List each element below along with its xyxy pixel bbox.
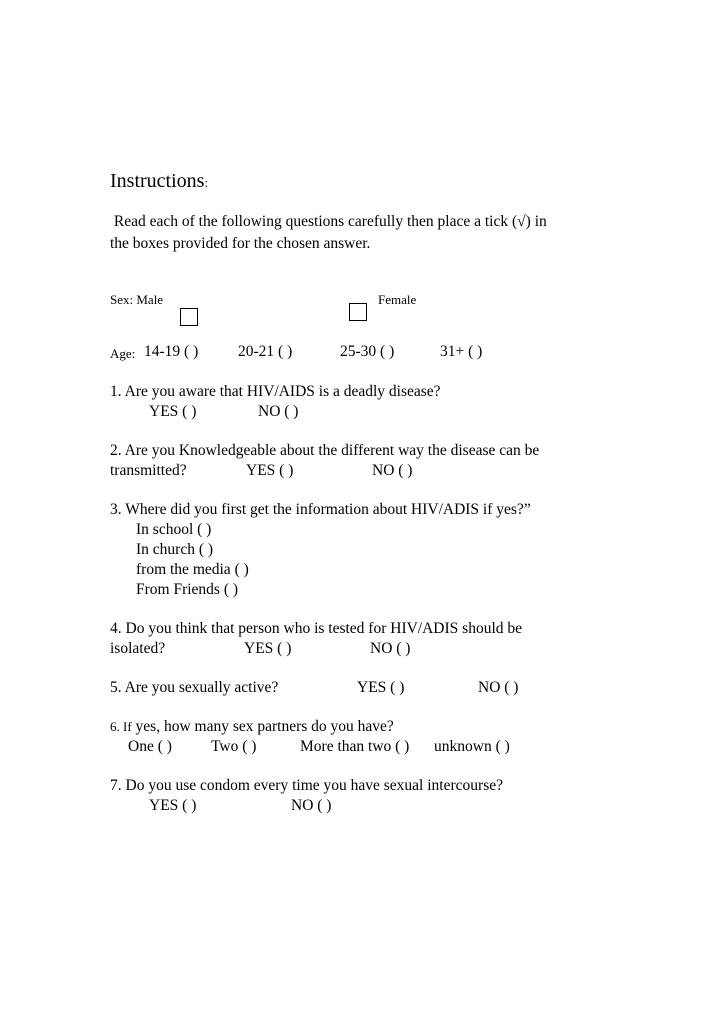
- question-1-no[interactable]: NO ( ): [258, 403, 299, 420]
- instructions-line-1: Read each of the following questions carefully then place a tick (√) in: [110, 213, 547, 230]
- question-6-option-more-than-two[interactable]: More than two ( ): [300, 738, 410, 755]
- age-option-25-30[interactable]: 25-30 ( ): [340, 343, 395, 360]
- age-option-14-19[interactable]: 14-19 ( ): [144, 343, 199, 360]
- question-5-yes[interactable]: YES ( ): [357, 679, 405, 696]
- question-7-yes[interactable]: YES ( ): [149, 797, 197, 814]
- question-4-line-1: 4. Do you think that person who is tested for HIV/ADIS should be: [110, 620, 522, 637]
- age-option-20-21[interactable]: 20-21 ( ): [238, 343, 293, 360]
- question-5-text: 5. Are you sexually active?: [110, 679, 279, 696]
- sex-male-checkbox[interactable]: [180, 308, 198, 326]
- question-2-line-1: 2. Are you Knowledgeable about the different way the disease can be: [110, 442, 540, 459]
- sex-male-label: Sex: Male: [110, 292, 164, 307]
- age-option-31-plus[interactable]: 31+ ( ): [440, 343, 483, 360]
- question-4-line-2: isolated?: [110, 640, 166, 657]
- question-4-no[interactable]: NO ( ): [370, 640, 411, 657]
- instructions-line-2: the boxes provided for the chosen answer.: [110, 235, 371, 252]
- question-6-body: yes, how many sex partners do you have?: [131, 718, 394, 735]
- question-2-line-2: transmitted?: [110, 462, 187, 479]
- question-1-text: 1. Are you aware that HIV/AIDS is a deadly disease?: [110, 383, 441, 400]
- question-7-no[interactable]: NO ( ): [291, 797, 332, 814]
- question-6-option-one[interactable]: One ( ): [128, 738, 172, 755]
- age-label: Age:: [110, 346, 136, 361]
- question-2-yes[interactable]: YES ( ): [246, 462, 294, 479]
- question-6-option-unknown[interactable]: unknown ( ): [434, 738, 510, 755]
- instructions-heading-colon: :: [204, 175, 209, 190]
- question-6-prefix: 6. If: [110, 719, 132, 734]
- question-4-yes[interactable]: YES ( ): [244, 640, 292, 657]
- question-2-no[interactable]: NO ( ): [372, 462, 413, 479]
- question-3-option-media[interactable]: from the media ( ): [136, 561, 249, 578]
- question-1-yes[interactable]: YES ( ): [149, 403, 197, 420]
- sex-female-checkbox[interactable]: [349, 303, 367, 321]
- sex-female-label: Female: [378, 292, 417, 307]
- question-3-option-friends[interactable]: From Friends ( ): [136, 581, 239, 598]
- question-7-text: 7. Do you use condom every time you have sexual intercourse?: [110, 777, 503, 794]
- question-3-option-church[interactable]: In church ( ): [136, 541, 214, 558]
- instructions-heading-text: Instructions: [110, 170, 205, 192]
- instructions-heading: [110, 171, 208, 191]
- question-3-text: 3. Where did you first get the information about HIV/ADIS if yes?”: [110, 501, 531, 518]
- question-6-text: [110, 719, 394, 735]
- question-6-option-two[interactable]: Two ( ): [211, 738, 257, 755]
- question-5-no[interactable]: NO ( ): [478, 679, 519, 696]
- question-3-option-school[interactable]: In school ( ): [136, 521, 212, 538]
